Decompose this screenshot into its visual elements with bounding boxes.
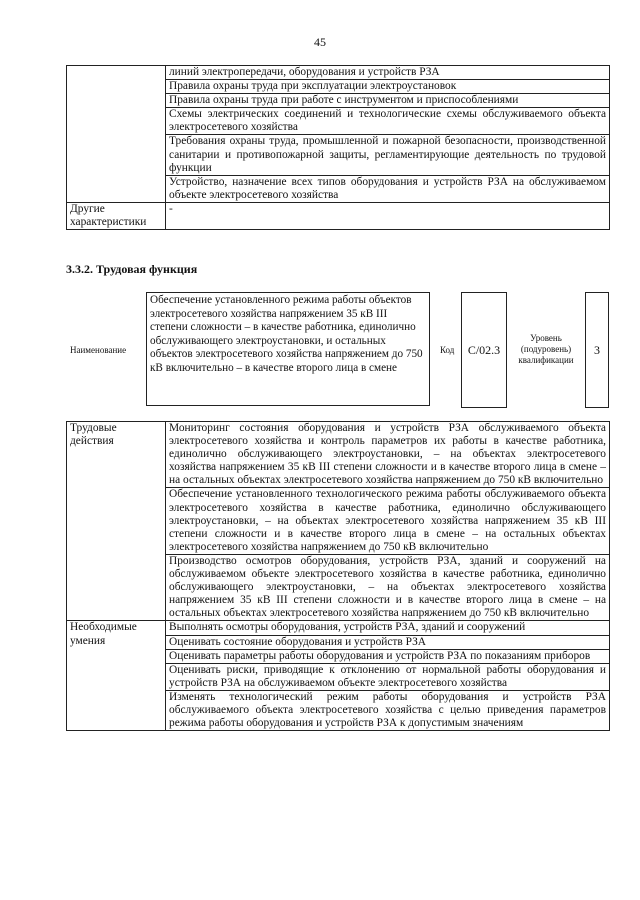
knowledge-item: Правила охраны труда при эксплуатации электроустановок xyxy=(166,80,610,94)
knowledge-table xyxy=(66,65,610,230)
other-characteristics-value: - xyxy=(166,202,610,229)
function-name-box: Обеспечение установленного режима работы объектов электросетевого хозяйства напряжением 35 кВ III степени сложности – в качестве работника, единолично обслуживающего электроустановки, и остальных объектов электросетевого хозяйства напряжением до 750 кВ включительно – в качестве второго лица в смене xyxy=(146,292,430,406)
table-row xyxy=(67,621,610,635)
skill-item: Изменять технологический режим работы оборудования и устройств РЗА обслуживаемого объекта электросетевого хозяйства с целью приведения параметров режима работы оборудования и устройств РЗА к допустимым значениям xyxy=(166,690,610,730)
knowledge-item: Устройство, назначение всех типов оборудования и устройств РЗА на обслуживаемом объекте электросетевого хозяйства xyxy=(166,175,610,202)
skill-item: Оценивать состояние оборудования и устройств РЗА xyxy=(166,635,610,649)
table-row xyxy=(67,202,610,229)
qualification-level-box: 3 xyxy=(585,292,609,408)
qualification-level-label: Уровень (подуровень) квалификации xyxy=(518,333,574,365)
function-name-label: Наименование xyxy=(70,345,127,355)
knowledge-label-cell xyxy=(67,66,166,203)
function-code-box: C/02.3 xyxy=(461,292,507,408)
knowledge-item: Схемы электрических соединений и технологические схемы обслуживаемого объекта электросетевого хозяйства xyxy=(166,108,610,135)
labor-action-item: Мониторинг состояния оборудования и устройств РЗА обслуживаемого объекта электросетевого хозяйства и контроль параметров их работы в качестве работника, единолично обслуживающего электроустановки, – на объектах электросетевого хозяйства напряжением 35 кВ III степени сложности и в качестве второго лица в смене – на остальных объектах электросетевого хозяйства напряжением до 750 кВ включительно xyxy=(166,422,610,488)
function-details-table xyxy=(66,421,610,731)
other-characteristics-label: Другие характеристики xyxy=(67,202,166,229)
labor-actions-label: Трудовые действия xyxy=(67,422,166,621)
page-number: 45 xyxy=(314,35,326,49)
knowledge-item: Правила охраны труда при работе с инструментом и приспособлениями xyxy=(166,94,610,108)
table-row xyxy=(67,66,610,80)
skill-item: Оценивать риски, приводящие к отклонению от нормальной работы оборудования и устройств РЗА на обслуживаемом объекте электросетевого хозяйства xyxy=(166,663,610,690)
section-heading: 3.3.2. Трудовая функция xyxy=(66,262,198,276)
function-code-label: Код xyxy=(440,345,455,355)
labor-action-item: Обеспечение установленного технологического режима работы обслуживаемого объекта электросетевого хозяйства в качестве работника, единолично обслуживающего электроустановки, – на объектах электросетевого хозяйства напряжением 35 кВ III степени сложности и в качестве второго лица в смене – на остальных объектах электросетевого хозяйства напряжением до 750 кВ включительно xyxy=(166,488,610,554)
required-skills-label: Необходимые умения xyxy=(67,621,166,731)
knowledge-item: линий электропередачи, оборудования и устройств РЗА xyxy=(166,66,610,80)
table-row xyxy=(67,422,610,488)
knowledge-item: Требования охраны труда, промышленной и пожарной безопасности, производственной санитарии и противопожарной защиты, регламентирующие деятельность по трудовой функции xyxy=(166,135,610,175)
skill-item: Выполнять осмотры оборудования, устройств РЗА, зданий и сооружений xyxy=(166,621,610,635)
labor-action-item: Производство осмотров оборудования, устройств РЗА, зданий и сооружений на обслуживаемом объекте электросетевого хозяйства в качестве работника, единолично обслуживающего электроустановки, – на объектах электросетевого хозяйства напряжением 35 кВ III степени сложности и в качестве второго лица в смене – на остальных объектах электросетевого хозяйства напряжением до 750 кВ включительно xyxy=(166,554,610,620)
skill-item: Оценивать параметры работы оборудования и устройств РЗА по показаниям приборов xyxy=(166,649,610,663)
